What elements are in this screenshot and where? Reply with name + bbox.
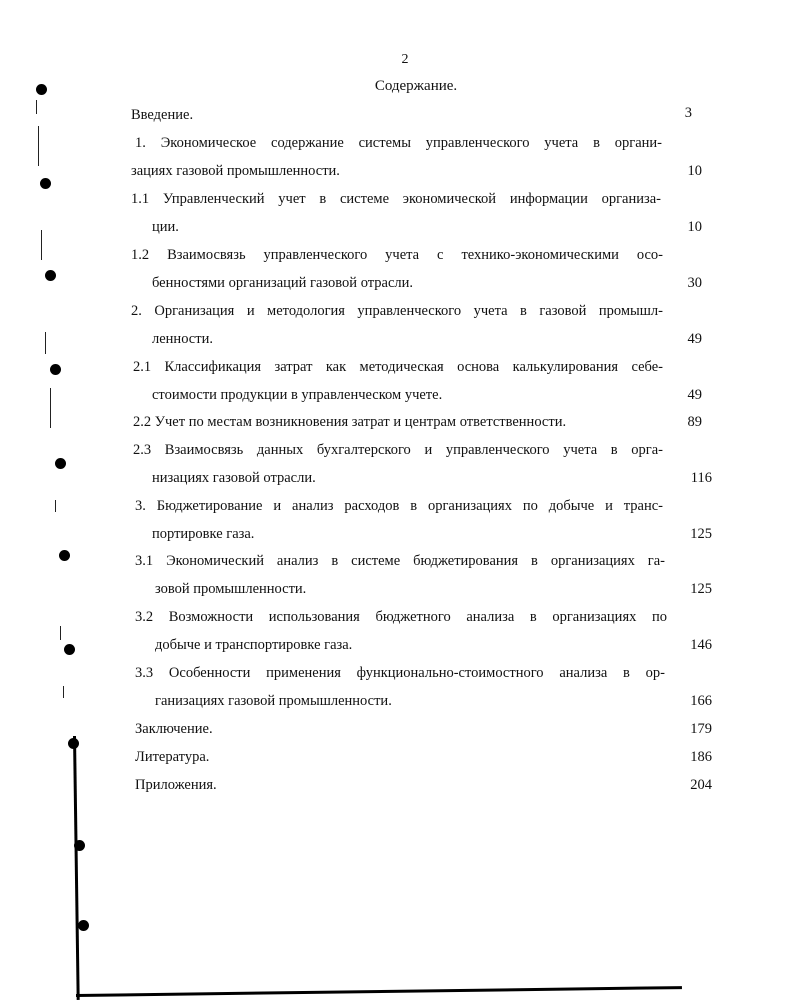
toc-entry-2-2-page: 89 [687,414,702,430]
page-edge-bottom [76,986,682,997]
toc-entry-1-1-line-2: ции. [152,219,179,235]
toc-entry-2-1-line-2: стоимости продукции в управленческом учете. [152,387,443,403]
toc-entry-2-3-page: 116 [690,470,712,486]
margin-mark [41,230,42,260]
toc-entry-intro-page: 3 [684,105,692,121]
toc-entry-literature-page: 186 [690,749,712,765]
toc-entry-2-3-line-2: низациях газовой отрасли. [152,470,316,486]
toc-entry-3-1-line-1: 3.1 Экономический анализ в системе бюджетирования в организациях га- [135,553,665,569]
toc-entry-1-2-line-1: 1.2 Взаимосвязь управленческого учета с технико-экономическими осо- [131,247,663,263]
toc-entry-3-page: 125 [690,526,712,542]
margin-mark [36,100,37,114]
margin-mark [55,500,56,512]
toc-entry-3-line-1: 3. Бюджетирование и анализ расходов в организациях по добыче и транс- [135,498,663,514]
toc-entry-2-1-line-1: 2.1 Классификация затрат как методическая основа калькулирования себе- [133,359,663,375]
binder-hole-4 [50,364,61,375]
toc-entry-3-3-line-1: 3.3 Особенности применения функционально-стоимостного анализа в ор- [135,665,665,681]
margin-mark [38,126,39,166]
toc-entry-2-line-1: 2. Организация и методология управленческого учета в газовой промышл- [131,303,663,319]
toc-entry-conclusion-page: 179 [690,721,712,737]
toc-entry-intro-line-1: Введение. [131,107,194,123]
toc-entry-3-2-line-2: добыче и транспортировке газа. [155,637,353,653]
page-edge-left [73,736,80,1000]
binder-hole-1 [36,84,47,95]
binder-hole-5 [55,458,66,469]
toc-entry-3-2-line-1: 3.2 Возможности использования бюджетного анализа в организациях по [135,609,667,625]
toc-entry-2-line-2: ленности. [152,331,213,347]
toc-entry-1-2-page: 30 [687,275,702,291]
toc-entry-1-1-line-1: 1.1 Управленческий учет в системе экономической информации организа- [131,191,661,207]
toc-entry-3-3-line-2: ганизациях газовой промышленности. [155,693,392,709]
toc-entry-appendix-line-1: Приложения. [135,777,217,793]
toc-entry-1-line-2: зациях газовой промышленности. [131,163,340,179]
toc-entry-3-2-page: 146 [690,637,712,653]
page-number: 2 [401,52,409,67]
toc-entry-3-line-2: портировке газа. [152,526,255,542]
margin-mark [45,332,46,354]
margin-mark [50,388,51,428]
toc-entry-2-3-line-1: 2.3 Взаимосвязь данных бухгалтерского и управленческого учета в орга- [133,442,663,458]
binder-hole-6 [59,550,70,561]
toc-entry-1-1-page: 10 [687,219,702,235]
toc-entry-2-1-page: 49 [687,387,702,403]
toc-entry-1-2-line-2: бенностями организаций газовой отрасли. [152,275,414,291]
margin-mark [63,686,64,698]
binder-hole-2 [40,178,51,189]
toc-entry-conclusion-line-1: Заключение. [135,721,213,737]
toc-title: Содержание. [374,78,458,94]
toc-entry-literature-line-1: Литература. [135,749,210,765]
toc-entry-2-2-line-1: 2.2 Учет по местам возникновения затрат и центрам ответственности. [133,414,567,430]
toc-entry-3-1-page: 125 [690,581,712,597]
toc-entry-appendix-page: 204 [690,777,712,793]
toc-entry-1-line-1: 1. Экономическое содержание системы управленческого учета в органи- [135,135,662,151]
toc-entry-2-page: 49 [687,331,702,347]
binder-hole-3 [45,270,56,281]
binder-hole-7 [64,644,75,655]
toc-entry-3-1-line-2: зовой промышленности. [155,581,307,597]
binder-hole-10 [78,920,89,931]
margin-mark [60,626,61,640]
toc-entry-1-page: 10 [687,163,702,179]
toc-entry-3-3-page: 166 [690,693,712,709]
